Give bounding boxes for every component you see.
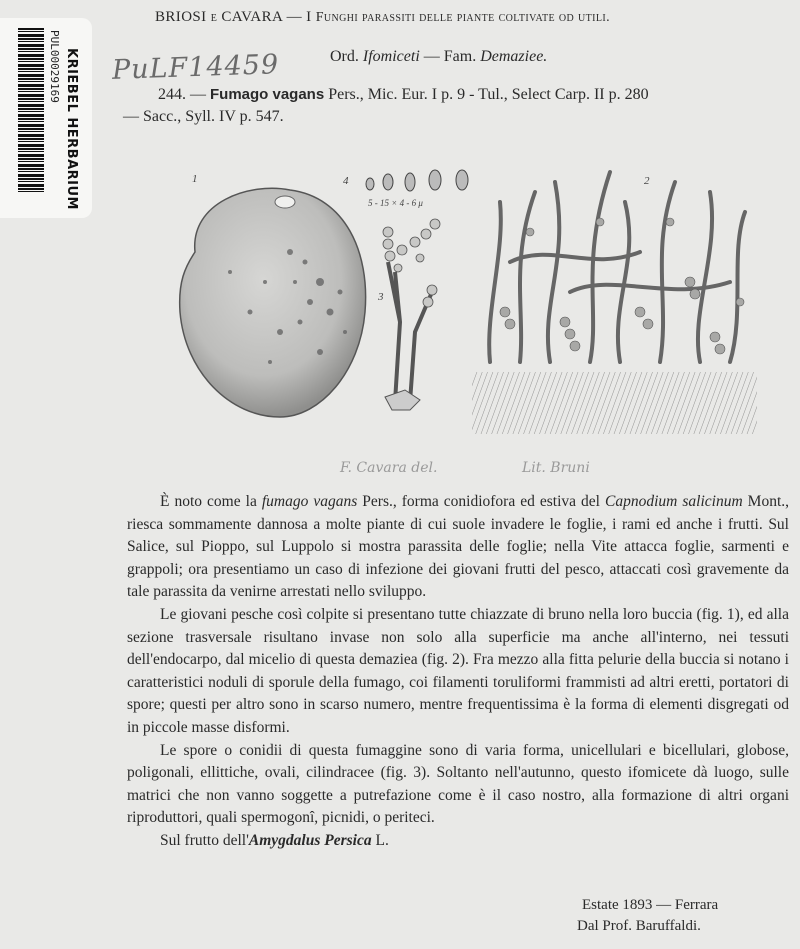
header-authors-2: CAVARA bbox=[221, 9, 283, 25]
description-text bbox=[127, 491, 789, 853]
lithographer-credit: Lit. Bruni bbox=[522, 460, 590, 476]
figure-3-label: 3 bbox=[378, 291, 384, 303]
host-name: Amygdalus Persica bbox=[248, 831, 372, 849]
figure-2-section bbox=[472, 172, 757, 434]
header-title-first: I bbox=[306, 9, 312, 25]
header-dash: — bbox=[286, 9, 303, 25]
illustration-plate bbox=[170, 162, 770, 442]
family-label: Fam. bbox=[443, 48, 477, 65]
p1-part-a: È noto come la bbox=[160, 493, 257, 510]
illustrator-credit: F. Cavara del. bbox=[340, 460, 438, 476]
page-header bbox=[155, 9, 775, 26]
barcode-label bbox=[0, 18, 92, 218]
paragraph-2: Le giovani pesche così colpite si presentano tutte chiazzate di bruno nella loro buccia (fig. 1), ed alla sezione trasversale risultano invase non solo alla superficie ma anche all'interno, nei tessuti dell'endocarpo, dal micelio di questa demaziea (fig. 2). Fra mezzo alla fitta pelurie della buccia si notano i caratteristici noduli di sporule della fumago, coi filamenti toruliformi frammisti ad altri eretti, portatori di spore; questi per altro sono in scarso numero, mentre frequentissima è la forma di elementi disgregati od in piccole masse disformi. bbox=[127, 605, 789, 736]
species-number: 244. — bbox=[158, 86, 206, 103]
spore-measure: 5 - 15 × 4 - 6 μ bbox=[368, 198, 423, 208]
figure-3-conidiophore bbox=[377, 219, 440, 410]
p1-italic-2: Capnodium salicinum bbox=[605, 493, 743, 510]
paragraph-1 bbox=[127, 491, 789, 604]
order-name: Ifomiceti bbox=[362, 48, 420, 65]
p4-part-b: L. bbox=[375, 831, 389, 849]
figure-4-spores bbox=[343, 170, 468, 208]
order-sep: — bbox=[423, 48, 440, 65]
reference-line-2: — Sacc., Syll. IV p. 547. bbox=[123, 108, 284, 125]
barcode-image bbox=[18, 28, 44, 193]
p1-part-c: Mont., riesca sommamente dannosa a molte piante di cui suole invadere le foglie, i rami ed anche i frutti. Sul Salice, sul Pioppo, sul Luppolo si mostra parassita delle foglie; nella Vite attacca foglie, sarmenti e grappoli; ora presentiamo un caso di infezione dei giovani frutti del pesco, attaccati così gravemente da tale parassita da venirne arrestati nello sviluppo. bbox=[127, 493, 790, 601]
accession-number: PuLF14459 bbox=[111, 49, 280, 86]
header-title: Funghi parassiti delle piante coltivate od utili. bbox=[315, 10, 611, 25]
reference-line-1 bbox=[158, 86, 649, 104]
header-conj: e bbox=[210, 10, 218, 25]
species-name: Fumago vagans bbox=[210, 86, 325, 103]
p1-part-b: Pers., forma conidiofora ed estiva del bbox=[362, 493, 600, 510]
figure-2-label: 2 bbox=[644, 175, 650, 187]
p4-part-a: Sul frutto dell' bbox=[160, 831, 249, 849]
collector: Dal Prof. Baruffaldi. bbox=[577, 918, 701, 934]
figure-1-peach bbox=[180, 173, 366, 417]
reference-citation: Pers., Mic. Eur. I p. 9 - Tul., Select Carp. II p. 280 bbox=[328, 86, 649, 103]
collection-date-place: Estate 1893 — Ferrara bbox=[582, 897, 719, 913]
figure-1-label: 1 bbox=[192, 173, 198, 185]
paragraph-4 bbox=[127, 830, 789, 853]
herbarium-name: KRIEBEL HERBARIUM bbox=[64, 48, 79, 210]
paragraph-3: Le spore o conidii di questa fumaggine sono di varia forma, unicellulari e bicellulari, globose, poligonali, ellittiche, ovali, cilindracee (fig. 3). Soltanto nell'autunno, questo ifomicete dà luogo, sulle matrici che non vanno soggette a putrefazione come è il caso nostro, alla formazione di altri organi riproduttori, quali spermogonî, picnidi, o periteci. bbox=[127, 741, 789, 827]
order-label: Ord. bbox=[330, 48, 359, 65]
barcode-number: PUL00029169 bbox=[48, 30, 61, 103]
p1-italic-1: fumago vagans bbox=[261, 493, 358, 510]
family-name: Demaziee. bbox=[480, 48, 548, 65]
header-authors: BRIOSI bbox=[155, 9, 207, 25]
taxon-order bbox=[330, 48, 547, 66]
figure-4-label: 4 bbox=[343, 175, 349, 187]
